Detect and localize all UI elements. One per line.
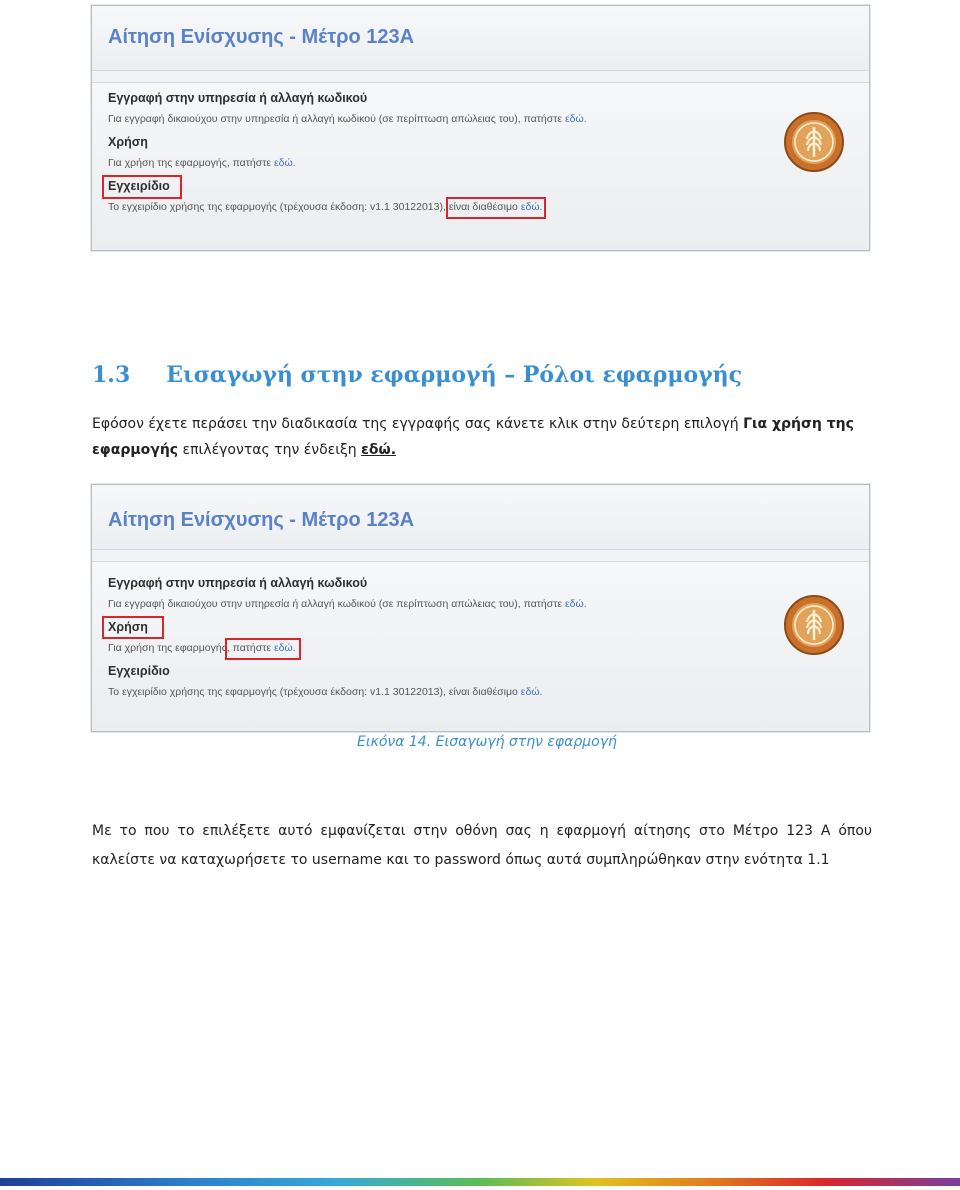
figure-caption: Εικόνα 14. Εισαγωγή στην εφαρμογή	[357, 734, 617, 750]
app-header	[92, 6, 869, 71]
section-number: 1.3	[92, 362, 131, 388]
manual-heading: Εγχειρίδιο	[108, 664, 170, 678]
opekepe-logo-icon	[783, 594, 845, 656]
body-paragraph: Με το που το επιλέξετε αυτό εμφανίζεται στην οθόνη σας η εφαρμογή αίτησης στο Μέτρο 123 Α όπου καλείστε να καταχωρήσετε το username και το password όπως αυτά συμπληρώθηκαν στην ενότητα 1.1	[92, 823, 872, 868]
usage-heading: Χρήση	[108, 620, 148, 634]
app-title: Αίτηση Ενίσχυσης - Μέτρο 123Α	[108, 509, 415, 531]
manual-text: Το εγχειρίδιο χρήσης της εφαρμογής (τρέχουσα έκδοση: v1.1 30122013), είναι διαθέσιμο εδώ.	[108, 686, 543, 698]
app-body	[92, 561, 869, 731]
usage-link[interactable]: εδώ.	[273, 642, 296, 654]
highlight-usage-link	[225, 638, 301, 660]
intro-bold: Για χρήση της εφαρμογής	[92, 416, 854, 458]
registration-heading: Εγγραφή στην υπηρεσία ή αλλαγή κωδικού	[108, 91, 368, 105]
opekepe-logo-icon	[783, 111, 845, 173]
manual-link[interactable]: εδώ.	[520, 201, 543, 213]
footer-color-bar	[0, 1178, 960, 1186]
highlight-manual-heading	[102, 175, 182, 199]
intro-link: εδώ.	[361, 442, 397, 458]
screenshot-1	[91, 5, 870, 251]
manual-text: Το εγχειρίδιο χρήσης της εφαρμογής (τρέχουσα έκδοση: v1.1 30122013), είναι διαθέσιμο εδώ.	[108, 201, 543, 213]
intro-paragraph: Εφόσον έχετε περάσει την διαδικασία της εγγραφής σας κάνετε κλικ στην δεύτερη επιλογή Για χρήση της εφαρμογής επιλέγοντας την ένδειξη εδώ.	[92, 416, 854, 458]
app-title: Αίτηση Ενίσχυσης - Μέτρο 123Α	[108, 26, 415, 48]
app-body	[92, 82, 869, 250]
usage-text: Για χρήση της εφαρμογής, πατήστε εδώ.	[108, 157, 296, 169]
manual-heading: Εγχειρίδιο	[108, 179, 170, 193]
usage-heading: Χρήση	[108, 135, 148, 149]
screenshot-2	[91, 484, 870, 732]
highlight-manual-link	[446, 197, 546, 219]
app-header	[92, 485, 869, 550]
registration-text: Για εγγραφή δικαιούχου στην υπηρεσία ή αλλαγή κωδικού (σε περίπτωση απώλειας του), πατήστε εδώ.	[108, 598, 587, 610]
manual-link[interactable]: εδώ.	[520, 686, 543, 698]
registration-link[interactable]: εδώ.	[565, 598, 587, 610]
registration-link[interactable]: εδώ.	[565, 113, 587, 125]
highlight-usage-heading	[102, 616, 164, 639]
registration-heading: Εγγραφή στην υπηρεσία ή αλλαγή κωδικού	[108, 576, 368, 590]
usage-link[interactable]: εδώ.	[273, 157, 296, 169]
registration-text: Για εγγραφή δικαιούχου στην υπηρεσία ή αλλαγή κωδικού (σε περίπτωση απώλειας του), πατήστε εδώ.	[108, 113, 587, 125]
section-title: Εισαγωγή στην εφαρμογή – Ρόλοι εφαρμογής	[166, 362, 743, 388]
section-heading	[92, 362, 742, 388]
usage-text: Για χρήση της εφαρμογής, πατήστε εδώ.	[108, 642, 296, 654]
